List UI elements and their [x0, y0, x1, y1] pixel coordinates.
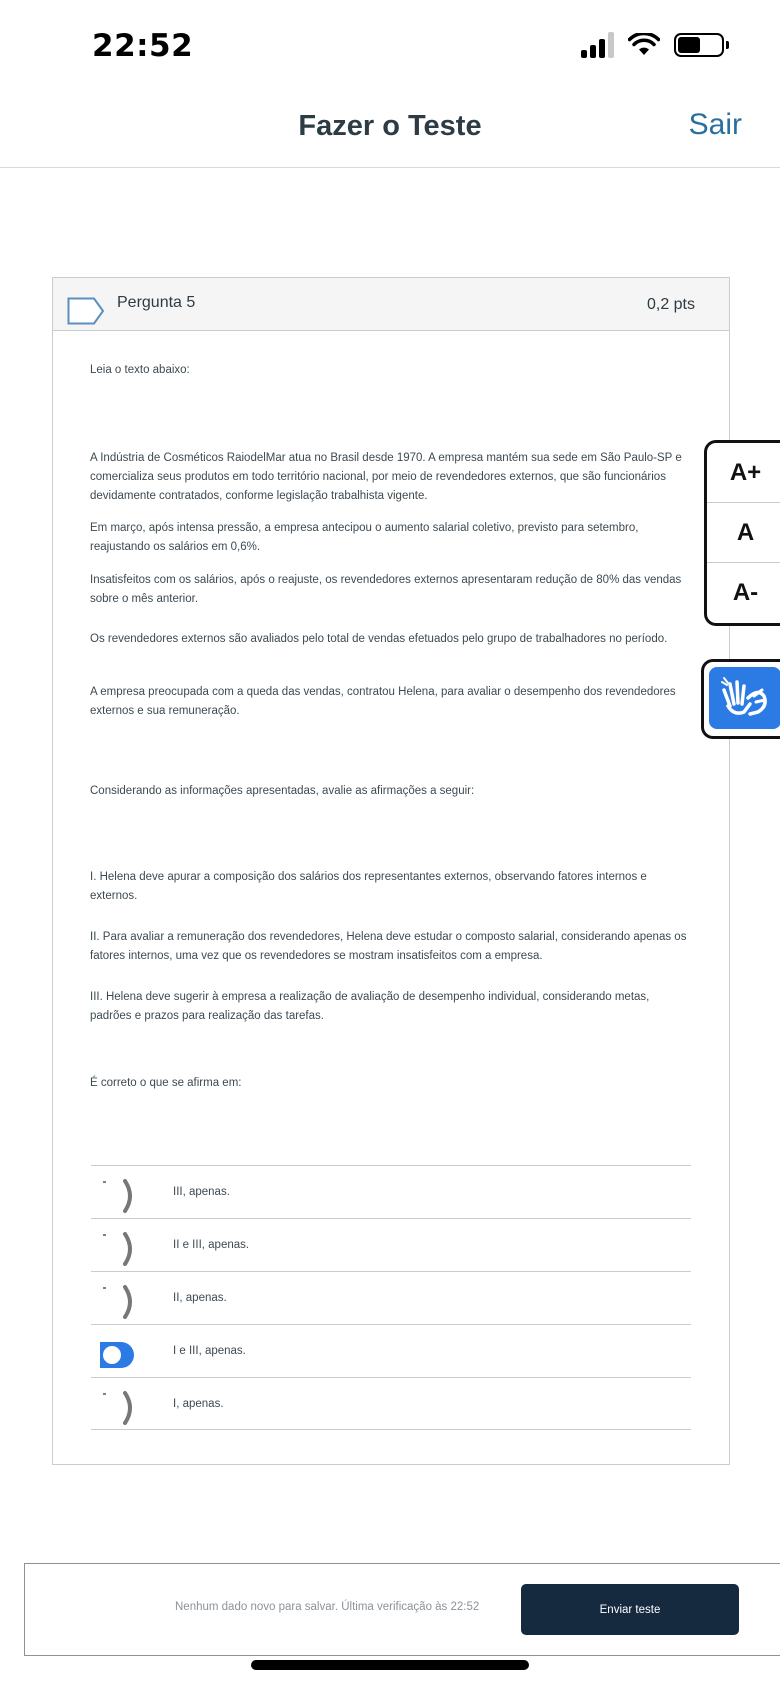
- radio-unselected-icon[interactable]: [97, 1232, 137, 1266]
- answer-option-selected[interactable]: [91, 1324, 691, 1377]
- answer-label: I, apenas.: [173, 1398, 224, 1410]
- answer-list: [91, 1165, 691, 1430]
- page-title: Fazer o Teste: [298, 110, 482, 142]
- status-time: 22:52: [92, 28, 194, 64]
- submit-quiz-button[interactable]: Enviar teste: [521, 1584, 739, 1635]
- question-paragraph: Considerando as informações apresentadas, avalie as afirmações a seguir:: [90, 785, 475, 797]
- libras-icon-background: [709, 667, 780, 729]
- radio-selected-icon[interactable]: [97, 1338, 137, 1372]
- question-paragraph: Os revendedores externos são avaliados pelo total de vendas efetuados pelo grupo de trabalhadores no período.: [90, 633, 668, 645]
- radio-unselected-icon[interactable]: [97, 1179, 137, 1213]
- question-paragraph: III. Helena deve sugerir à empresa a realização de avaliação de desempenho individual, considerando metas, padrões e prazos para realização das tarefas.: [90, 991, 650, 1022]
- answer-label: III, apenas.: [173, 1186, 230, 1198]
- wifi-icon: [628, 33, 660, 57]
- answer-option[interactable]: [91, 1218, 691, 1271]
- answer-option[interactable]: [91, 1377, 691, 1430]
- font-normal-button[interactable]: A: [707, 503, 780, 563]
- question-paragraph: Em março, após intensa pressão, a empresa antecipou o aumento salarial coletivo, previsto para setembro, reajustando os salários em 0,6%.: [90, 522, 639, 553]
- question-paragraph: II. Para avaliar a remuneração dos revendedores, Helena deve estudar o composto salarial, considerando apenas os fatores internos, uma vez que os revendedores se mostram insatisfeitos com a empresa.: [90, 931, 687, 962]
- autosave-status: Nenhum dado novo para salvar. Última verificação às 22:52: [175, 1601, 480, 1613]
- radio-unselected-icon[interactable]: [97, 1391, 137, 1425]
- question-paragraph: Leia o texto abaixo:: [90, 364, 190, 376]
- question-paragraph: Insatisfeitos com os salários, após o reajuste, os revendedores externos apresentaram redução de 80% das vendas sobre o mês anterior.: [90, 574, 682, 605]
- question-points: 0,2 pts: [646, 296, 695, 313]
- status-icons: [581, 32, 724, 58]
- question-title: Pergunta 5: [117, 294, 196, 311]
- question-paragraph: A Indústria de Cosméticos RaiodelMar atua no Brasil desde 1970. A empresa mantém sua sede em São Paulo-SP e comercializa seus produtos em todo território nacional, por meio de revendedores externos, que são funcionários devidamente contratados, conforme legislação trabalhista vigente.: [90, 452, 682, 502]
- radio-unselected-icon[interactable]: [97, 1285, 137, 1319]
- battery-icon: [674, 33, 724, 57]
- answer-label: I e III, apenas.: [173, 1345, 246, 1357]
- answer-label: II e III, apenas.: [173, 1239, 250, 1251]
- home-indicator[interactable]: [251, 1660, 529, 1670]
- exit-button[interactable]: Sair: [688, 108, 742, 141]
- answer-option[interactable]: [91, 1165, 691, 1218]
- question-card: [52, 277, 730, 1465]
- answer-option[interactable]: [91, 1271, 691, 1324]
- answer-label: II, apenas.: [173, 1292, 227, 1304]
- flag-question-icon[interactable]: [67, 297, 105, 325]
- font-increase-button[interactable]: A+: [707, 443, 780, 503]
- quiz-footer: [24, 1563, 780, 1656]
- libras-accessibility-button[interactable]: [701, 659, 780, 739]
- sign-language-hands-icon: [720, 676, 770, 720]
- question-paragraph: É correto o que se afirma em:: [90, 1077, 242, 1089]
- cellular-signal-icon: [581, 32, 614, 58]
- font-decrease-button[interactable]: A-: [732, 579, 759, 606]
- question-paragraph: A empresa preocupada com a queda das vendas, contratou Helena, para avaliar o desempenho dos revendedores externos e sua remuneração.: [90, 686, 676, 717]
- question-paragraph: I. Helena deve apurar a composição dos salários dos representantes externos, observando fatores internos e externos.: [90, 871, 647, 902]
- question-header: [53, 278, 729, 331]
- font-size-panel: [704, 440, 780, 626]
- nav-bar: [0, 90, 780, 168]
